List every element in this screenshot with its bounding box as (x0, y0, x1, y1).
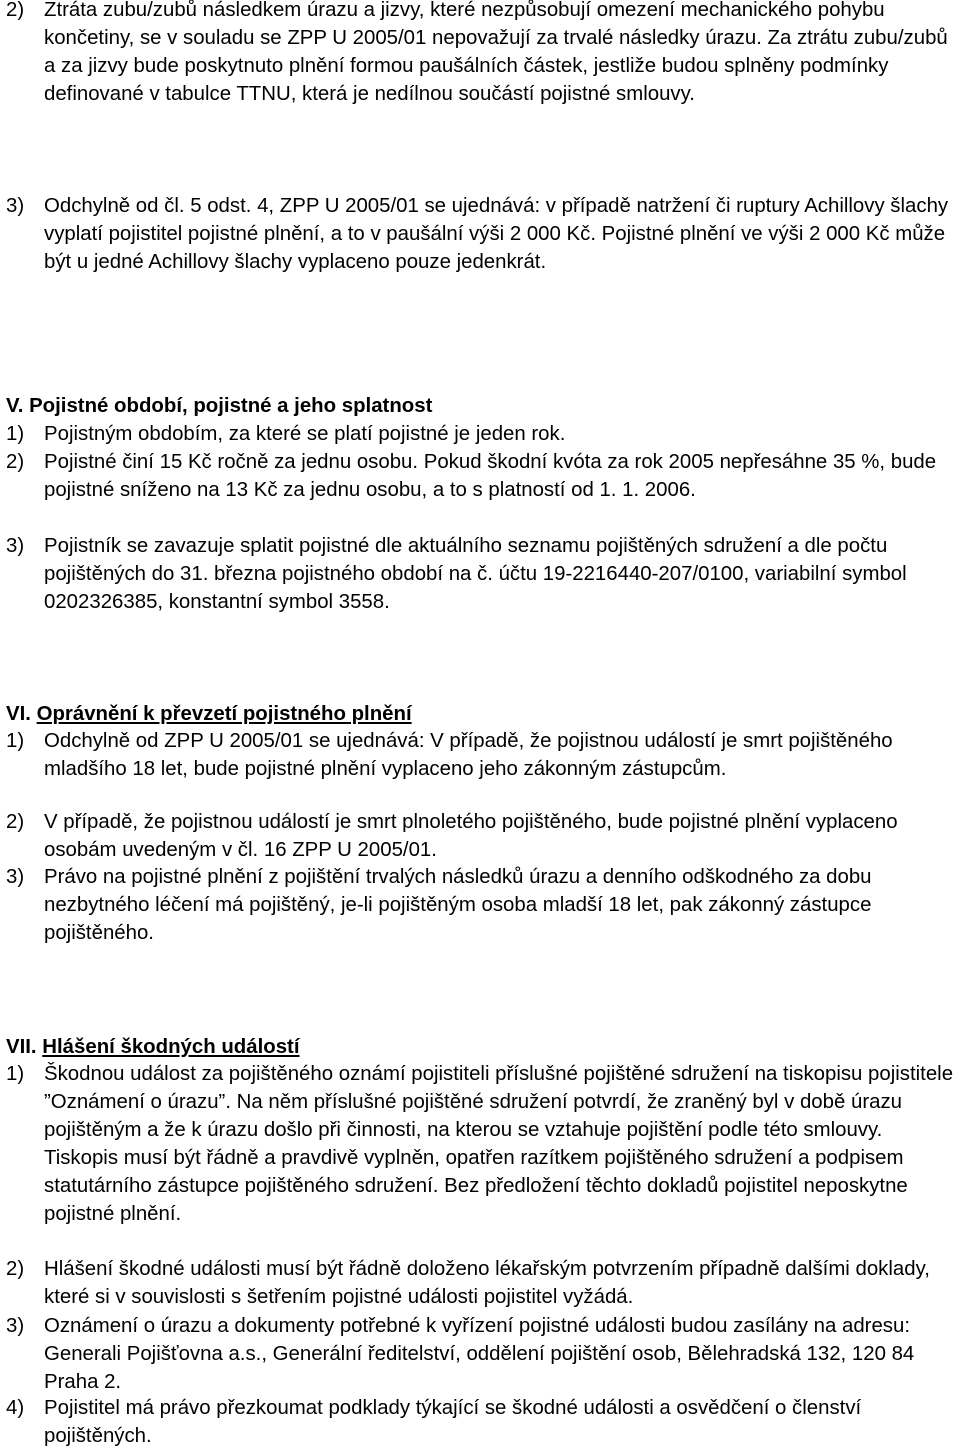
item-text: Odchylně od ZPP U 2005/01 se ujednává: V případě, že pojistnou událostí je smrt pojištěného mladšího 18 let, bude pojistné plnění vyplaceno jeho zákonným zástupcům. (44, 730, 893, 780)
list-item (6, 1060, 954, 1228)
item-text: V případě, že pojistnou událostí je smrt plnoletého pojištěného, bude pojistné plnění vyplaceno osobám uvedeným v čl. 16 ZPP U 2005/01. (44, 811, 898, 861)
list-item (6, 727, 954, 783)
item-text: Odchylně od čl. 5 odst. 4, ZPP U 2005/01 se ujednává: v případě natržení či ruptury Achillovy šlachy vyplatí pojistitel pojistné plnění, a to v paušální výši 2 000 Kč. Pojistné plnění ve výši 2 000 Kč může být u jedné Achillovy šlachy vyplaceno pouze jedenkrát. (44, 195, 949, 273)
item-text: Pojistné činí 15 Kč ročně za jednu osobu. Pokud škodní kvóta za rok 2005 nepřesáhne 35 %, bude pojistné sníženo na 13 Kč za jednu osobu, a to s platností od 1. 1. 2006. (44, 451, 937, 501)
section-title: Oprávnění k převzetí pojistného plnění (36, 703, 412, 725)
section-heading-vii (6, 1033, 954, 1061)
section-title: Pojistné období, pojistné a jeho splatnost (29, 395, 433, 417)
item-number: 2) (6, 1258, 25, 1280)
item-text: Pojistník se zavazuje splatit pojistné dle aktuálního seznamu pojištěných sdružení a dle počtu pojištěných do 31. března pojistného období na č. účtu 19-2216440-207/0100, variabilní symbol 0202326385, konstantní symbol 3558. (44, 535, 907, 613)
item-text: Pojistným obdobím, za které se platí pojistné je jeden rok. (44, 423, 566, 445)
section-heading-v (6, 392, 954, 420)
list-item (6, 192, 954, 276)
item-number: 3) (6, 866, 25, 888)
item-number: 4) (6, 1397, 25, 1419)
list-item (6, 1255, 954, 1311)
item-text: Oznámení o úrazu a dokumenty potřebné k vyřízení pojistné události budou zasílány na adresu: Generali Pojišťovna a.s., Generální ředitelství, oddělení pojištění osob, Bělehradská 132, 120 84 Praha 2. (44, 1315, 915, 1393)
item-text: Škodnou událost za pojištěného oznámí pojistiteli příslušné pojištěné sdružení na tiskopisu pojistitele ”Oznámení o úrazu”. Na něm příslušné pojištěné sdružení potvrdí, že zraněný byl v době úrazu pojištěným a že k úrazu došlo při činnosti, na kterou se vztahuje pojištění podle této smlouvy. Tiskopis musí být řádně a pravdivě vyplněn, opatřen razítkem pojištěného sdružení a podpisem statutárního zástupce pojištěného sdružení. Bez předložení těchto dokladů pojistitel neposkytne pojistné plnění. (44, 1063, 954, 1225)
item-number: 1) (6, 1063, 25, 1085)
section-number: VI. (6, 703, 31, 725)
item-number: 3) (6, 1315, 25, 1337)
item-number: 2) (6, 811, 25, 833)
item-number: 3) (6, 535, 25, 557)
section-number: VII. (6, 1036, 37, 1058)
item-number: 1) (6, 730, 25, 752)
item-number: 3) (6, 195, 25, 217)
section-heading-vi (6, 700, 954, 728)
item-text: Právo na pojistné plnění z pojištění trvalých následků úrazu a denního odškodného za dobu nezbytného léčení má pojištěný, je-li pojištěným osoba mladší 18 let, pak zákonný zástupce pojištěného. (44, 866, 872, 944)
list-item (6, 1394, 954, 1450)
list-item (6, 532, 954, 616)
item-number: 1) (6, 423, 25, 445)
list-item (6, 1312, 954, 1396)
section-title: Hlášení škodných událostí (42, 1036, 300, 1058)
section-number: V. (6, 395, 24, 417)
list-item (6, 0, 954, 108)
item-text: Ztráta zubu/zubů následkem úrazu a jizvy, které nezpůsobují omezení mechanického pohybu končetiny, se v souladu se ZPP U 2005/01 nepovažují za trvalé následky úrazu. Za ztrátu zubu/zubů a za jizvy bude poskytnuto plnění formou paušálních částek, jestliže budou splněny podmínky definované v tabulce TTNU, která je nedílnou součástí pojistné smlouvy. (44, 0, 948, 105)
item-number: 2) (6, 0, 25, 21)
list-item (6, 448, 954, 504)
item-text: Hlášení škodné události musí být řádně doloženo lékařským potvrzením případně dalšími doklady, které si v souvislosti s šetřením pojistné události pojistitel vyžádá. (44, 1258, 930, 1308)
item-number: 2) (6, 451, 25, 473)
list-item (6, 420, 954, 448)
item-text: Pojistitel má právo přezkoumat podklady týkající se škodné události a osvědčení o členství pojištěných. (44, 1397, 862, 1447)
list-item (6, 863, 954, 947)
list-item (6, 808, 954, 864)
